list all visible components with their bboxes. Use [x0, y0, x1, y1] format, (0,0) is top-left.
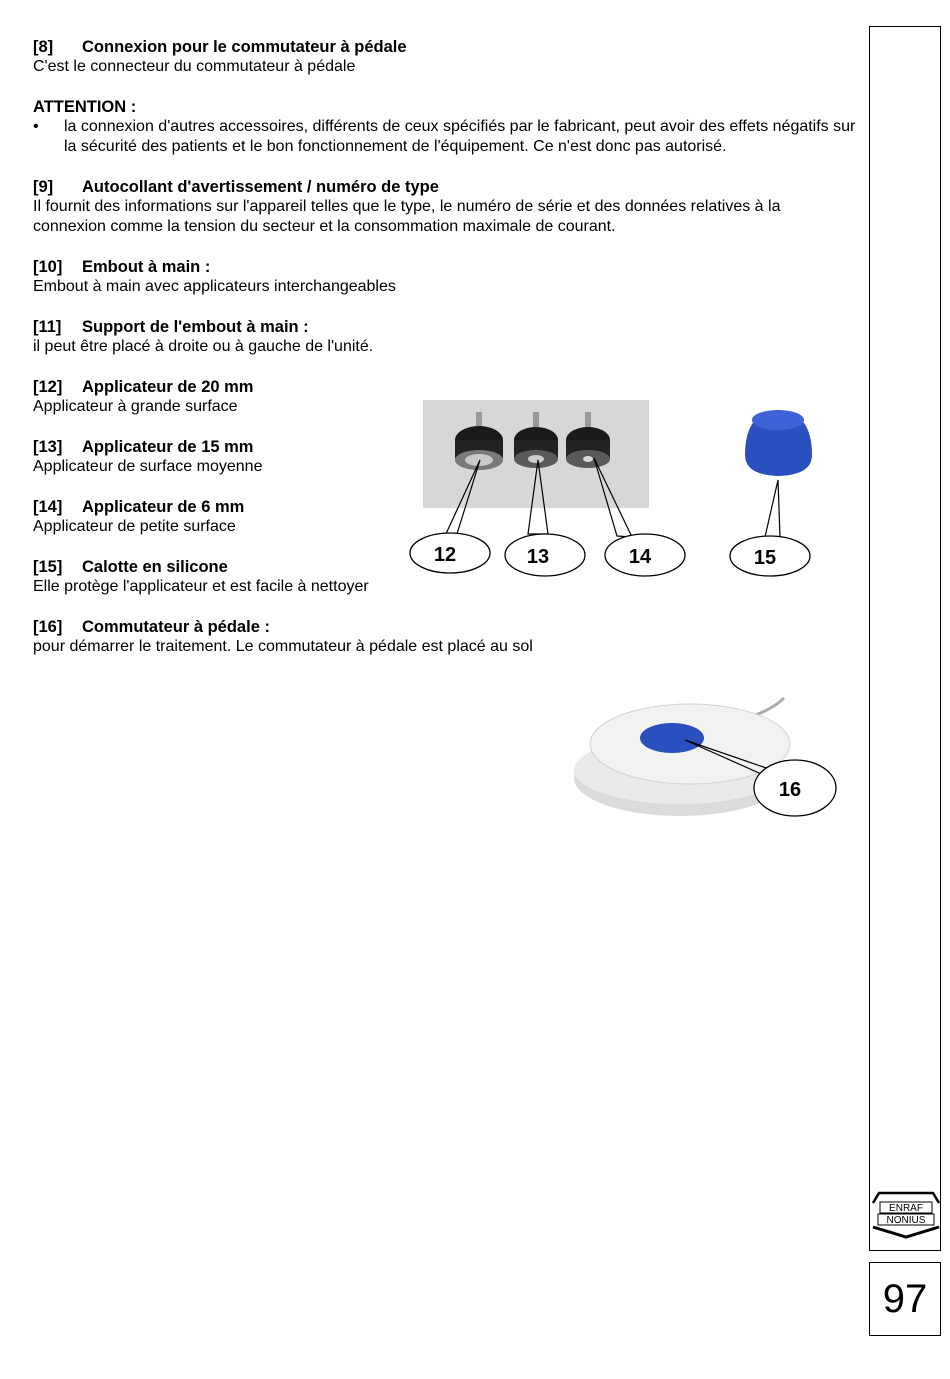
- section-number: [11]: [33, 318, 62, 336]
- callout-15-label: 15: [753, 547, 777, 569]
- callout-16-label: 16: [778, 779, 802, 801]
- section-title: Embout à main :: [82, 258, 211, 276]
- section-text: Applicateur à grande surface: [33, 398, 238, 415]
- section-number: [16]: [33, 618, 63, 636]
- bullet-icon: •: [33, 118, 39, 135]
- section-text: Applicateur de surface moyenne: [33, 458, 263, 475]
- section-number: [13]: [33, 438, 63, 456]
- section-text: Embout à main avec applicateurs interchangeables: [33, 278, 396, 295]
- callout-13-label: 13: [526, 546, 550, 568]
- callout-14-label: 14: [628, 546, 652, 568]
- section-title: Commutateur à pédale :: [82, 618, 270, 636]
- section-title: Autocollant d'avertissement / numéro de type: [82, 178, 439, 196]
- section-title: Applicateur de 6 mm: [82, 498, 245, 516]
- section-number: [12]: [33, 378, 63, 396]
- section-title: Calotte en silicone: [82, 558, 228, 576]
- attention-text: la connexion d'autres accessoires, différents de ceux spécifiés par le fabricant, peut avoir des effets négatifs sur la sécurité des patients et le bon fonctionnement de l'équipement. Ce n'est donc pas autorisé.: [64, 118, 856, 155]
- section-title: Applicateur de 20 mm: [82, 378, 254, 396]
- attention-title: ATTENTION :: [33, 98, 137, 116]
- section-text: C'est le connecteur du commutateur à pédale: [33, 58, 356, 75]
- section-number: [9]: [33, 178, 54, 196]
- section-number: [10]: [33, 258, 63, 276]
- logo-text-nonius: NONIUS: [886, 1215, 926, 1226]
- section-number: [15]: [33, 558, 63, 576]
- sidebar-frame: [869, 26, 941, 1251]
- enraf-nonius-logo: [871, 1189, 941, 1239]
- page-number: 97: [882, 1276, 928, 1321]
- section-title: Connexion pour le commutateur à pédale: [82, 38, 407, 56]
- section-title: Applicateur de 15 mm: [82, 438, 254, 456]
- section-text: Elle protège l'applicateur et est facile à nettoyer: [33, 578, 369, 595]
- page-number-box: [869, 1262, 941, 1336]
- section-text: il peut être placé à droite ou à gauche de l'unité.: [33, 338, 374, 355]
- section-text: pour démarrer le traitement. Le commutateur à pédale est placé au sol: [33, 638, 533, 655]
- logo-text-enraf: ENRAF: [889, 1203, 923, 1214]
- section-text: Il fournit des informations sur l'appareil telles que le type, le numéro de série et des données relatives à la connexion comme la tension du secteur et la consommation maximale de courant.: [33, 198, 781, 235]
- section-number: [14]: [33, 498, 63, 516]
- section-number: [8]: [33, 38, 54, 56]
- section-text: Applicateur de petite surface: [33, 518, 236, 535]
- callout-12-label: 12: [433, 544, 457, 566]
- silicone-cap-image: [745, 410, 812, 476]
- section-title: Support de l'embout à main :: [82, 318, 309, 336]
